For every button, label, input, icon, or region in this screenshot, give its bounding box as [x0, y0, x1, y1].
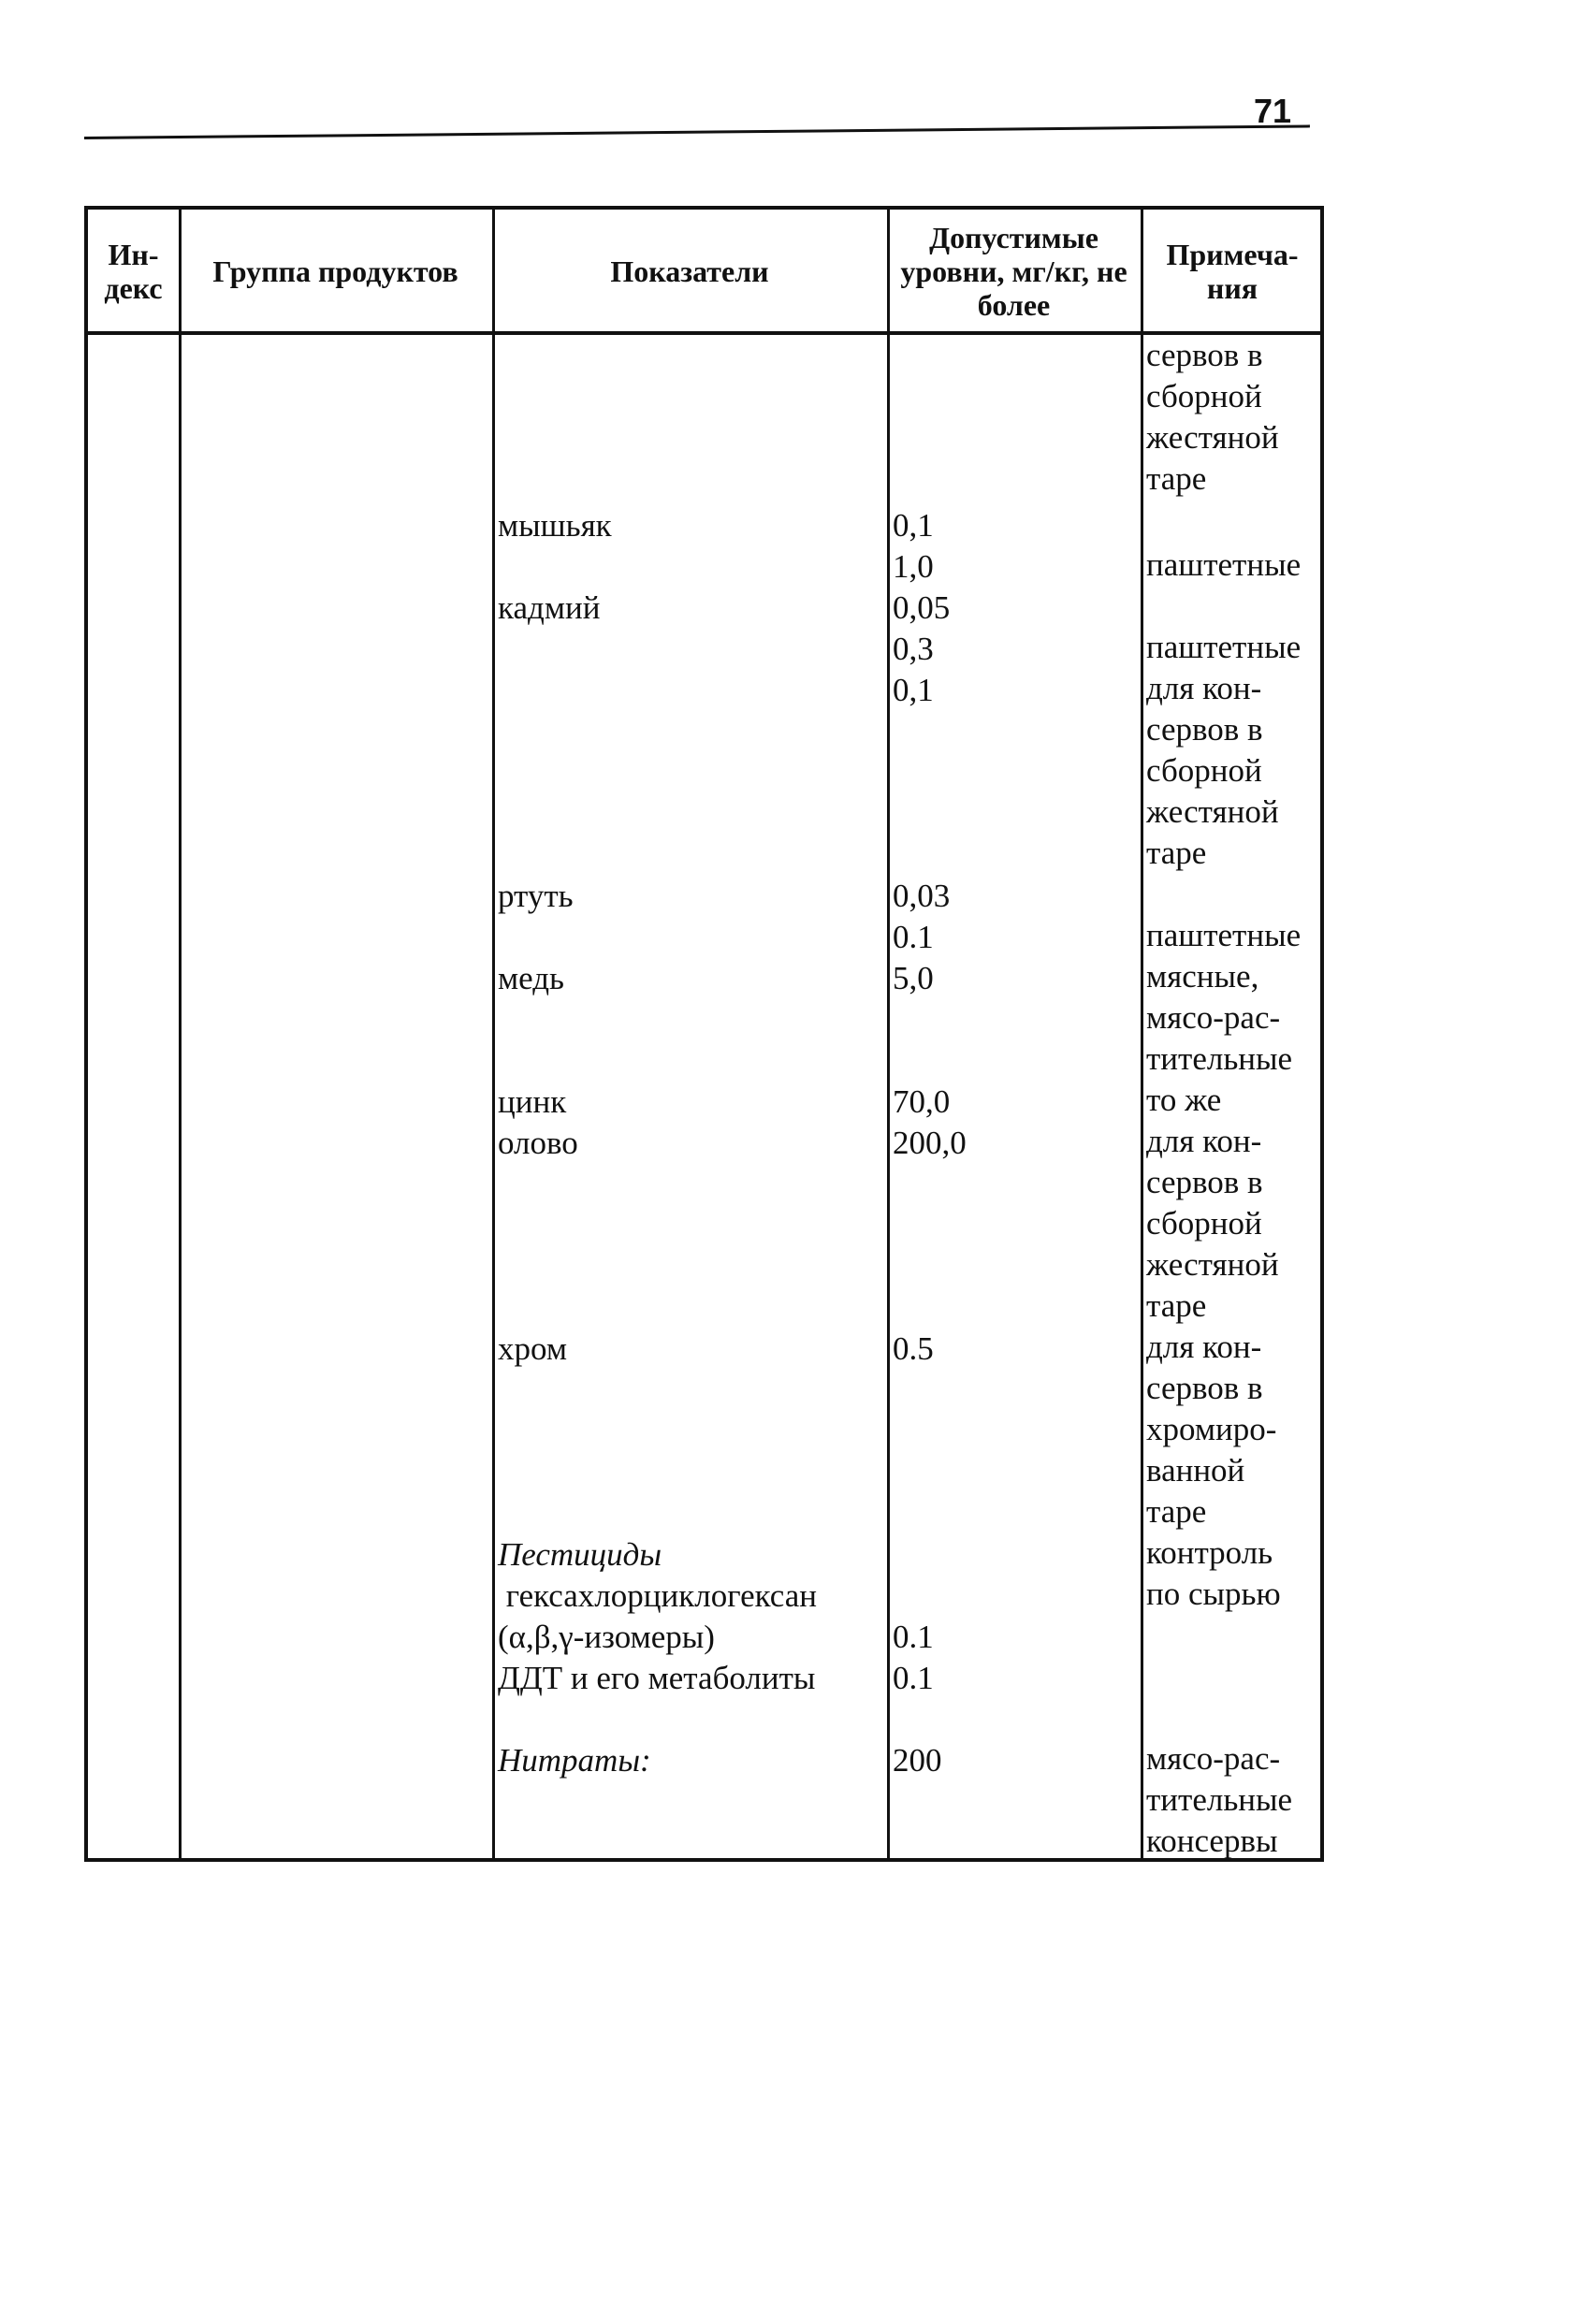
- note-continued: сервов в сборной жестяной таре: [1146, 337, 1279, 497]
- col-divider-3: [887, 210, 890, 1858]
- level-nitrates: 200: [893, 1742, 942, 1779]
- indicator-arsenic: мышьяк: [498, 507, 612, 544]
- level-arsenic-pate: 1,0: [893, 548, 934, 585]
- header-levels: Допустимые уровни, мг/кг, не более: [900, 221, 1127, 322]
- indicator-tin: олово: [498, 1125, 578, 1161]
- indicator-zinc: цинк: [498, 1083, 567, 1120]
- level-chromium: 0.5: [893, 1330, 934, 1367]
- note-chrome-container: для кон- сервов в хромиро- ванной таре: [1146, 1329, 1277, 1530]
- note-meat-veg-canned: мясо-рас- тительные консервы: [1146, 1740, 1293, 1859]
- header-product-group: Группа продуктов: [212, 254, 458, 288]
- note-tin-container-2: для кон- сервов в сборной жестяной таре: [1146, 1123, 1279, 1324]
- level-cadmium-tin: 0,1: [893, 672, 934, 708]
- limits-table: [84, 206, 1324, 1862]
- col-divider-4: [1141, 210, 1143, 1858]
- level-hch: 0.1: [893, 1619, 934, 1655]
- note-raw-control: контроль по сырью: [1146, 1534, 1281, 1612]
- level-tin: 200,0: [893, 1125, 967, 1161]
- note-pate-1: паштетные: [1146, 546, 1302, 583]
- header-indicators: Показатели: [610, 254, 769, 288]
- col-divider-2: [492, 210, 495, 1858]
- level-cadmium: 0,05: [893, 589, 951, 626]
- indicator-mercury: ртуть: [498, 878, 574, 914]
- note-tin-container-1: для кон- сервов в сборной жестяной таре: [1146, 670, 1279, 871]
- note-pate-3: паштетные: [1146, 917, 1302, 953]
- indicator-cadmium: кадмий: [498, 589, 601, 626]
- note-meat: мясные, мясо-рас- тительные: [1146, 958, 1293, 1077]
- indicator-hch-isomers: (α,β,γ-изомеры): [498, 1619, 715, 1655]
- level-copper: 5,0: [893, 960, 934, 996]
- indicator-hch: гексахлорциклогексан: [498, 1577, 817, 1614]
- indicator-pesticides: Пестициды: [498, 1536, 662, 1573]
- header-notes: Примеча- ния: [1166, 238, 1299, 305]
- indicator-chromium: хром: [498, 1330, 567, 1367]
- indicator-ddt: ДДТ и его метаболиты: [498, 1660, 816, 1696]
- page-number: 71: [1254, 92, 1292, 130]
- note-pate-2: паштетные: [1146, 629, 1302, 665]
- note-same: то же: [1146, 1082, 1222, 1118]
- level-mercury-pate: 0.1: [893, 919, 934, 955]
- level-zinc: 70,0: [893, 1083, 951, 1120]
- indicator-copper: медь: [498, 960, 564, 996]
- col-divider-1: [179, 210, 182, 1858]
- level-ddt: 0.1: [893, 1660, 934, 1696]
- indicator-nitrates: Нитраты:: [498, 1742, 651, 1779]
- header-index: Ин- декс: [104, 238, 163, 305]
- level-arsenic: 0,1: [893, 507, 934, 544]
- level-mercury: 0,03: [893, 878, 951, 914]
- header-rule: [84, 124, 1310, 139]
- level-cadmium-pate: 0,3: [893, 631, 934, 667]
